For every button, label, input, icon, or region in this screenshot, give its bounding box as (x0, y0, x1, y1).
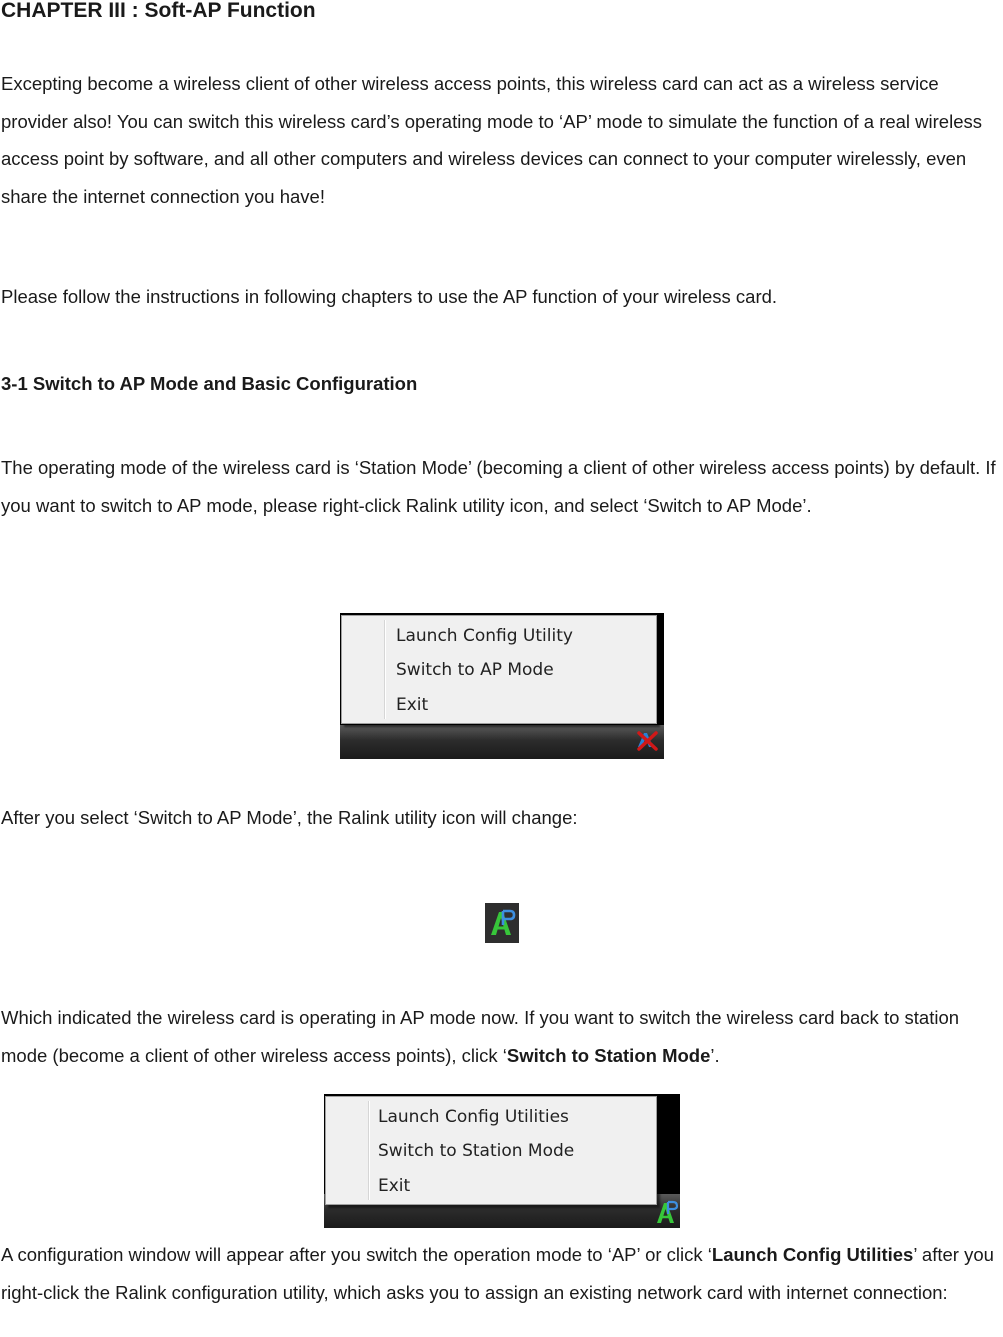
ralink-disconnected-icon (634, 729, 660, 753)
after-select-paragraph: After you select ‘Switch to AP Mode’, the Ralink utility icon will change: (1, 807, 578, 828)
menu-item-exit[interactable]: Exit (378, 1176, 411, 1196)
intro-paragraph: Excepting become a wireless client of other wireless access points, this wireless card can act as a wireless service provider also! You can switch this wireless card’s operating mode to ‘AP’ mode to simulate the function of a real wireless access point by software, and all other computers and wireless devices can connect to your computer wirelessly, even share the internet connection you have! (1, 73, 982, 207)
mode-paragraph: The operating mode of the wireless card is ‘Station Mode’ (becoming a client of other wireless access points) by default. If you want to switch to AP mode, please right-click Ralink utility icon, and select ‘Switch to AP Mode’. (1, 457, 996, 516)
chapter-title: CHAPTER III : Soft-AP Function (1, 0, 316, 22)
ralink-ap-mode-icon (485, 903, 519, 943)
switch-to-station-mode-emphasis: Switch to Station Mode (506, 1044, 711, 1066)
menu-item-switch-to-station-mode[interactable]: Switch to Station Mode (378, 1141, 575, 1161)
taskbar (340, 725, 664, 759)
section-title: 3-1 Switch to AP Mode and Basic Configuration (1, 373, 418, 394)
menu-item-launch-config-utility[interactable]: Launch Config Utility (396, 626, 573, 646)
context-menu-screenshot-station (324, 1094, 680, 1228)
menu-item-switch-to-ap-mode[interactable]: Switch to AP Mode (396, 660, 554, 680)
menu-gutter (326, 1097, 370, 1204)
follow-paragraph: Please follow the instructions in following chapters to use the AP function of your wireless card. (1, 286, 778, 307)
launch-config-utilities-emphasis: Launch Config Utilities (711, 1244, 914, 1265)
context-menu (325, 1096, 657, 1205)
menu-item-exit[interactable]: Exit (396, 695, 429, 715)
ralink-ap-mode-icon (654, 1196, 680, 1226)
config-paragraph: A configuration window will appear after you switch the operation mode to ‘AP’ or click ‘Launch Config Utilities’ after you right-click the Ralink configuration utility, which asks you to assign an existing network card with internet connection: (1, 1244, 994, 1303)
context-menu-screenshot-ap (340, 613, 664, 759)
station-paragraph: Which indicated the wireless card is operating in AP mode now. If you want to switch the wireless card back to station mode (become a client of other wireless access points), click ‘Switch to Station Mode’. (1, 1007, 960, 1066)
menu-gutter (342, 616, 386, 723)
context-menu (341, 615, 657, 724)
menu-item-launch-config-utilities[interactable]: Launch Config Utilities (378, 1107, 569, 1127)
